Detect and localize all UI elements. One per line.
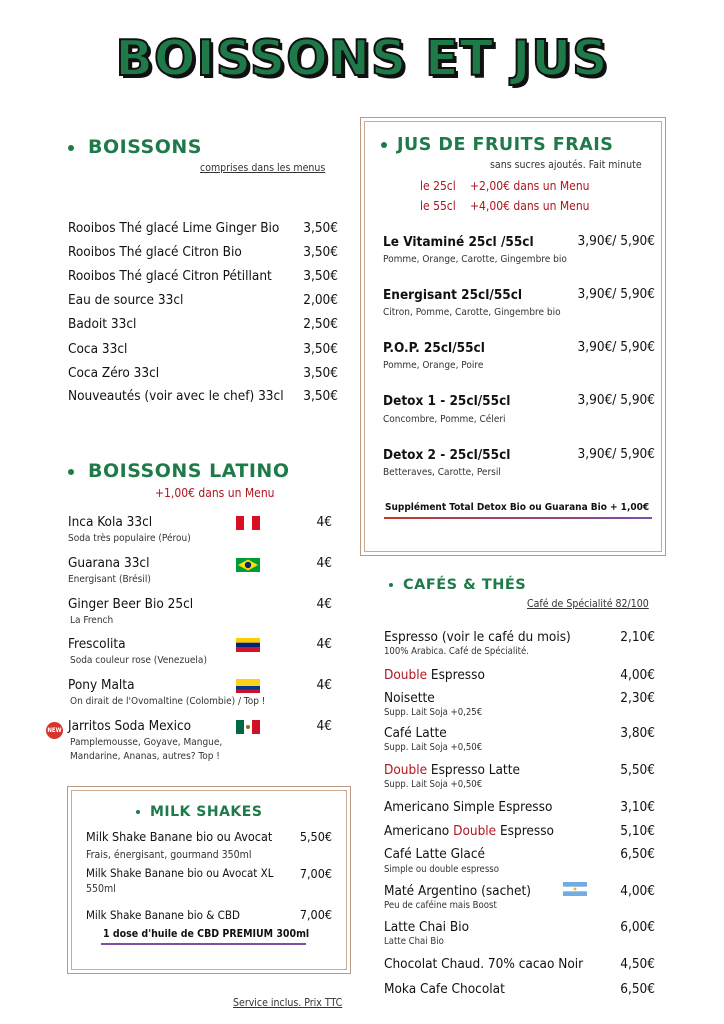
jus-heading: [381, 135, 613, 155]
double-label: Double: [453, 823, 497, 839]
item-price: 3,50€: [303, 365, 338, 381]
list-item: Detox 2 - 25cl/55cl: [383, 447, 511, 463]
item-description: Simple ou double espresso: [384, 864, 499, 875]
item-price: 4€: [316, 596, 332, 612]
item-description: Energisant (Brésil): [68, 574, 151, 585]
list-item: Milk Shake Banane bio & CBD: [86, 908, 240, 922]
list-item: Noisette: [384, 690, 435, 706]
item-price: 3,90€/ 5,90€: [577, 446, 655, 462]
item-description: Soda couleur rose (Venezuela): [70, 655, 207, 666]
list-item: Maté Argentino (sachet): [384, 883, 531, 899]
item-description: Soda très populaire (Pérou): [68, 533, 191, 544]
item-description: Supp. Lait Soja +0,50€: [384, 779, 483, 790]
jus-heading-label: JUS DE FRUITS FRAIS: [397, 135, 614, 155]
jus-menu-price: +2,00€ dans un Menu: [470, 179, 590, 193]
list-item: Latte Chai Bio: [384, 919, 470, 935]
item-price: 5,50€: [299, 829, 332, 844]
list-item: Café Latte: [384, 725, 447, 741]
double-label: Double: [384, 762, 428, 778]
item-description: Latte Chai Bio: [384, 936, 444, 947]
venezuela-flag-icon: [236, 638, 260, 652]
jus-supplement: Supplément Total Detox Bio ou Guarana Bio + 1,00€: [385, 502, 650, 513]
list-item: Moka Cafe Chocolat: [384, 981, 505, 997]
mexico-flag-icon: [236, 720, 260, 734]
item-price: 7,00€: [299, 866, 332, 881]
list-item: Pony Malta: [68, 677, 135, 693]
item-price: 2,30€: [620, 690, 655, 706]
jus-menu-price: +4,00€ dans un Menu: [470, 199, 590, 213]
item-price: 3,80€: [620, 725, 655, 741]
item-price: 3,50€: [303, 268, 338, 284]
list-item: Coca Zéro 33cl: [68, 365, 160, 381]
colombia-flag-icon: [236, 679, 260, 693]
list-item: [384, 667, 485, 683]
item-description: Frais, énergisant, gourmand 350ml: [86, 849, 252, 861]
item-price: 3,90€/ 5,90€: [577, 286, 655, 302]
item-description: Pamplemousse, Goyave, Mangue,: [70, 737, 223, 748]
boissons-heading: [68, 136, 202, 158]
item-price: 4€: [316, 555, 332, 571]
list-item: Milk Shake Banane bio ou Avocat: [86, 829, 273, 844]
list-item: Americano Simple Espresso: [384, 799, 553, 815]
bullet-icon: [381, 142, 387, 148]
item-price: 4€: [316, 677, 332, 693]
cafes-heading-label: CAFÉS & THÉS: [403, 577, 527, 593]
item-description: Supp. Lait Soja +0,25€: [384, 707, 483, 718]
item-price: 4,00€: [620, 667, 655, 683]
list-item: Ginger Beer Bio 25cl: [68, 596, 194, 612]
item-description: 100% Arabica. Café de Spécialité.: [384, 646, 529, 657]
item-price: 3,50€: [303, 244, 338, 260]
list-item: Rooibos Thé glacé Lime Ginger Bio: [68, 220, 280, 236]
cafes-heading: [389, 577, 526, 593]
list-item: Detox 1 - 25cl/55cl: [383, 393, 511, 409]
item-name: Espresso: [500, 823, 554, 839]
boissons-note: comprises dans les menus: [200, 162, 326, 174]
item-name: Americano: [384, 823, 450, 839]
item-description: La French: [70, 615, 114, 626]
list-item: Jarritos Soda Mexico: [68, 718, 192, 734]
list-item: P.O.P. 25cl/55cl: [383, 340, 485, 356]
item-price: 4€: [316, 514, 332, 530]
item-price: 4€: [316, 636, 332, 652]
item-price: 3,50€: [303, 220, 338, 236]
item-price: 7,00€: [299, 907, 332, 922]
boissons-heading-label: BOISSONS: [88, 136, 202, 158]
item-price: 2,10€: [620, 629, 655, 645]
item-price: 3,50€: [303, 341, 338, 357]
item-description: Betteraves, Carotte, Persil: [383, 467, 501, 478]
item-description: On dirait de l'Ovomaltine (Colombie) / Top !: [70, 696, 266, 707]
peru-flag-icon: [236, 516, 260, 530]
footer-note: Service inclus. Prix TTC: [233, 997, 343, 1009]
list-item: Le Vitaminé 25cl /55cl: [383, 234, 534, 250]
latino-heading: [68, 460, 290, 482]
item-description: Pomme, Orange, Carotte, Gingembre bio: [383, 254, 567, 265]
bullet-icon: [68, 469, 74, 475]
page-title: BOISSONS ET JUS: [115, 30, 609, 87]
list-item: Energisant 25cl/55cl: [383, 287, 523, 303]
list-item: Eau de source 33cl: [68, 292, 184, 308]
item-name: Espresso: [430, 667, 485, 683]
list-item: [384, 762, 520, 778]
double-label: Double: [384, 667, 428, 683]
list-item: Frescolita: [68, 636, 126, 652]
item-description: Supp. Lait Soja +0,50€: [384, 742, 483, 753]
jus-menu-size: le 55cl: [420, 199, 456, 213]
item-price: 4,00€: [620, 883, 655, 899]
item-price: 6,50€: [620, 846, 655, 862]
list-item: Coca 33cl: [68, 341, 128, 357]
list-item: [384, 823, 554, 839]
milkshakes-supplement: 1 dose d'huile de CBD PREMIUM 300ml: [103, 928, 310, 940]
list-item: Rooibos Thé glacé Citron Pétillant: [68, 268, 272, 284]
item-price: 5,50€: [620, 762, 655, 778]
item-description: Mandarine, Ananas, autres? Top !: [70, 751, 220, 762]
item-price: 3,90€/ 5,90€: [577, 233, 655, 249]
item-price: 6,00€: [620, 919, 655, 935]
latino-heading-label: BOISSONS LATINO: [88, 460, 290, 482]
list-item: Chocolat Chaud. 70% cacao Noir: [384, 956, 584, 972]
item-price: 4,50€: [620, 956, 655, 972]
underline: [384, 517, 652, 519]
item-description: Peu de caféine mais Boost: [384, 900, 497, 911]
new-badge: NEW: [46, 722, 63, 739]
list-item: Guarana 33cl: [68, 555, 150, 571]
item-description: Concombre, Pomme, Céleri: [383, 414, 506, 425]
list-item: Café Latte Glacé: [384, 846, 485, 862]
milkshakes-heading-label: MILK SHAKES: [150, 804, 263, 820]
milkshakes-heading: [136, 804, 262, 820]
list-item: Rooibos Thé glacé Citron Bio: [68, 244, 242, 260]
latino-note: +1,00€ dans un Menu: [155, 486, 275, 500]
item-price: 5,10€: [620, 823, 655, 839]
cafes-note: Café de Spécialité 82/100: [527, 598, 649, 610]
item-price: 3,90€/ 5,90€: [577, 339, 655, 355]
underline: [101, 943, 306, 945]
list-item: Espresso (voir le café du mois): [384, 629, 571, 645]
list-item: Milk Shake Banane bio ou Avocat XL: [86, 866, 274, 880]
bullet-icon: [68, 145, 74, 151]
jus-note: sans sucres ajoutés. Fait minute: [490, 159, 642, 171]
list-item: Nouveautés (voir avec le chef) 33cl: [68, 388, 284, 404]
item-price: 3,90€/ 5,90€: [577, 392, 655, 408]
brazil-flag-icon: [236, 558, 260, 572]
item-price: 4€: [316, 718, 332, 734]
list-item: Inca Kola 33cl: [68, 514, 153, 530]
item-price: 3,50€: [303, 388, 338, 404]
item-price: 2,50€: [303, 316, 338, 332]
item-price: 2,00€: [303, 292, 338, 308]
item-description: Pomme, Orange, Poire: [383, 360, 484, 371]
argentina-flag-icon: [563, 882, 587, 896]
bullet-icon: [389, 583, 393, 587]
item-description: Citron, Pomme, Carotte, Gingembre bio: [383, 307, 561, 318]
jus-menu-size: le 25cl: [420, 179, 456, 193]
item-description: 550ml: [86, 883, 116, 895]
item-name: Espresso Latte: [430, 762, 520, 778]
list-item: Badoit 33cl: [68, 316, 137, 332]
bullet-icon: [136, 810, 140, 814]
item-price: 3,10€: [620, 799, 655, 815]
item-price: 6,50€: [620, 981, 655, 997]
